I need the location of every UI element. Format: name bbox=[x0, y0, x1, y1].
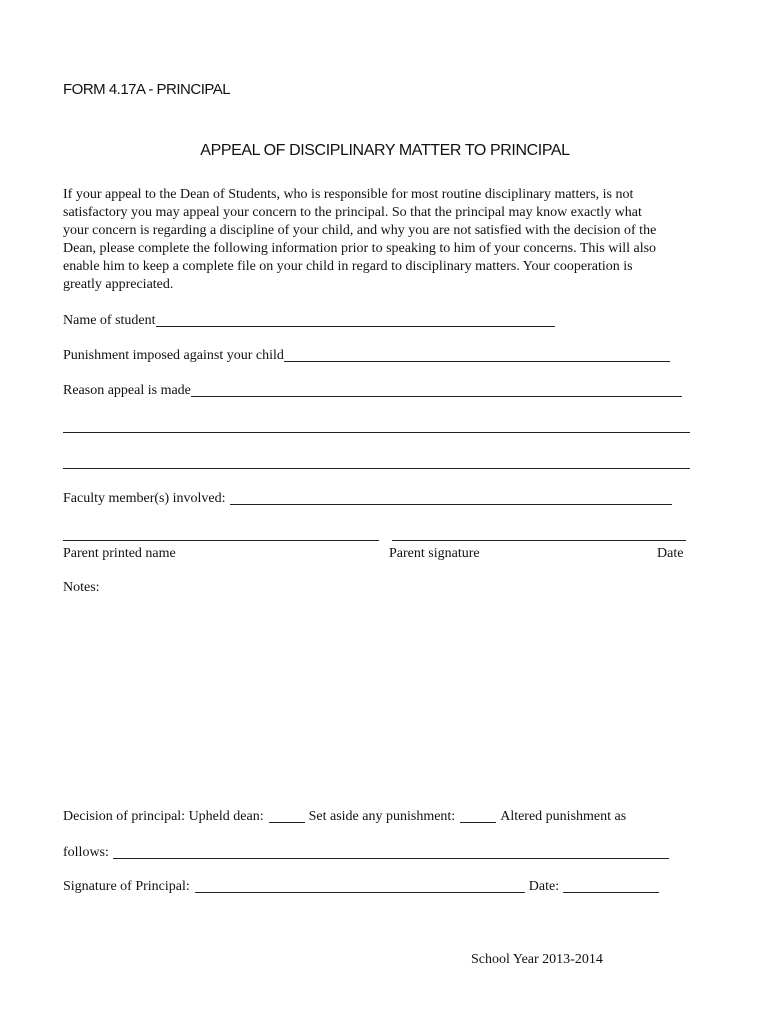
decision-row bbox=[63, 808, 626, 826]
notes-label: Notes: bbox=[63, 580, 100, 595]
intro-line: satisfactory you may appeal your concern to the principal. So that the principal may know exactly what bbox=[63, 205, 642, 220]
follows-row bbox=[63, 844, 669, 862]
reason-row bbox=[63, 382, 682, 400]
principal-date-label: Date: bbox=[528, 879, 560, 894]
upheld-dean-field[interactable] bbox=[269, 808, 305, 823]
footer-school-year: School Year 2013-2014 bbox=[471, 952, 603, 967]
notes-area[interactable] bbox=[63, 600, 703, 790]
student-name-row bbox=[63, 312, 555, 330]
student-name-label: Name of student bbox=[63, 313, 156, 328]
principal-signature-label: Signature of Principal: bbox=[63, 879, 190, 894]
punishment-label: Punishment imposed against your child bbox=[63, 348, 284, 363]
faculty-label: Faculty member(s) involved: bbox=[63, 491, 226, 506]
page-title: APPEAL OF DISCIPLINARY MATTER TO PRINCIPAL bbox=[200, 142, 570, 159]
set-aside-label: Set aside any punishment: bbox=[308, 809, 456, 824]
faculty-row bbox=[63, 490, 672, 508]
follows-field[interactable] bbox=[113, 844, 669, 859]
punishment-row bbox=[63, 347, 670, 365]
set-aside-field[interactable] bbox=[460, 808, 496, 823]
reason-label: Reason appeal is made bbox=[63, 383, 191, 398]
altered-label: Altered punishment as bbox=[500, 809, 627, 824]
intro-line: If your appeal to the Dean of Students, who is responsible for most routine disciplinary matters, is not bbox=[63, 187, 634, 202]
parent-signature-field[interactable] bbox=[392, 540, 686, 541]
intro-line: greatly appreciated. bbox=[63, 277, 174, 292]
principal-signature-field[interactable] bbox=[195, 878, 525, 893]
intro-paragraph bbox=[63, 186, 708, 294]
reason-field[interactable] bbox=[191, 382, 682, 397]
form-id: FORM 4.17A - PRINCIPAL bbox=[63, 81, 231, 98]
intro-line: your concern is regarding a discipline of your child, and why you are not satisfied with the decision of the bbox=[63, 223, 657, 238]
principal-date-field[interactable] bbox=[563, 878, 659, 893]
parent-printed-name-label: Parent printed name bbox=[63, 546, 176, 561]
follows-label: follows: bbox=[63, 845, 109, 860]
reason-line-3[interactable] bbox=[63, 468, 690, 469]
faculty-field[interactable] bbox=[230, 490, 672, 505]
reason-line-2[interactable] bbox=[63, 432, 690, 433]
intro-line: Dean, please complete the following information prior to speaking to him of your concerns. This will also bbox=[63, 241, 657, 256]
parent-printed-name-field[interactable] bbox=[63, 540, 379, 541]
student-name-field[interactable] bbox=[156, 312, 555, 327]
date-label: Date bbox=[657, 546, 684, 561]
punishment-field[interactable] bbox=[284, 347, 670, 362]
principal-signature-row bbox=[63, 878, 659, 896]
decision-label: Decision of principal: Upheld dean: bbox=[63, 809, 264, 824]
parent-signature-label: Parent signature bbox=[389, 546, 480, 561]
intro-line: enable him to keep a complete file on your child in regard to disciplinary matters. Your cooperation is bbox=[63, 259, 633, 274]
